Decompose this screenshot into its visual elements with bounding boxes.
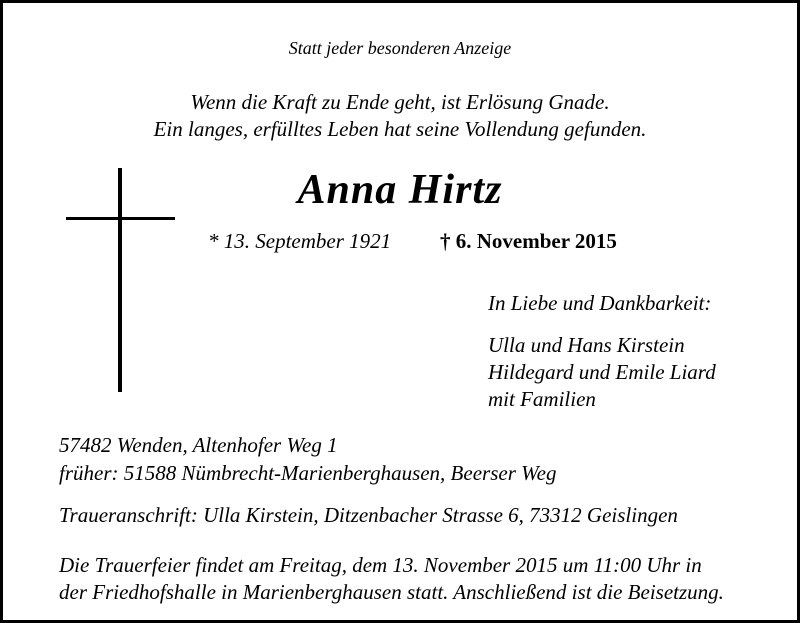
mourner-line-3: mit Familien [488, 387, 596, 411]
verse-line-1: Wenn die Kraft zu Ende geht, ist Erlösung Gnade. [190, 90, 610, 114]
mourners-heading: In Liebe und Dankbarkeit: [488, 291, 712, 315]
former-address: früher: 51588 Nümbrecht-Marienberghausen, Beerser Weg [59, 461, 557, 485]
mourning-address: Traueranschrift: Ulla Kirstein, Ditzenbacher Strasse 6, 73312 Geislingen [59, 503, 678, 527]
death-date: † 6. November 2015 [440, 229, 617, 253]
residence-address: 57482 Wenden, Altenhofer Weg 1 [59, 433, 338, 457]
birth-date: * 13. September 1921 [208, 229, 392, 253]
cross-horizontal-bar [66, 217, 175, 220]
funeral-line-1: Die Trauerfeier findet am Freitag, dem 13. November 2015 um 11:00 Uhr in [59, 553, 702, 577]
mourner-line-2: Hildegard und Emile Liard [488, 360, 716, 384]
mourner-line-1: Ulla und Hans Kirstein [488, 333, 685, 357]
funeral-line-2: der Friedhofshalle in Marienberghausen statt. Anschließend ist die Beisetzung. [59, 580, 724, 604]
intro-line: Statt jeder besonderen Anzeige [288, 38, 512, 58]
deceased-name: Anna Hirtz [297, 167, 503, 213]
verse-line-2: Ein langes, erfülltes Leben hat seine Vollendung gefunden. [153, 117, 647, 141]
